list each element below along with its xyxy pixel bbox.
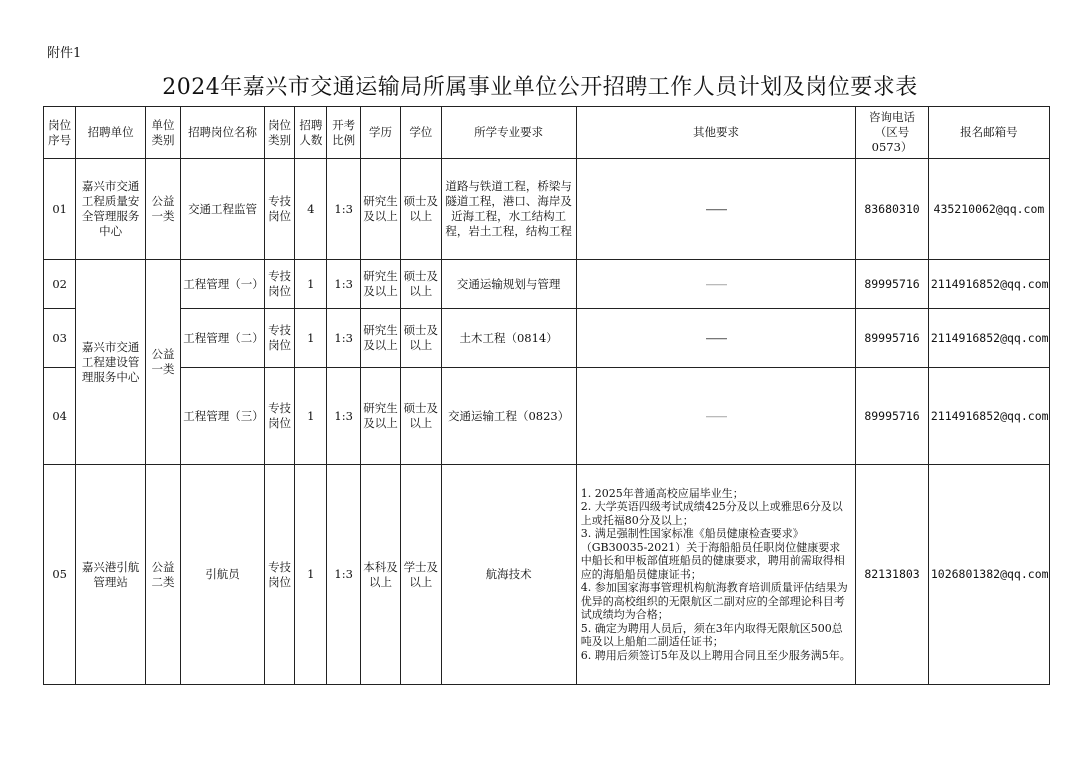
row-unit-type: 公益二类	[145, 465, 180, 685]
other-requirement-item: 6. 聘用后须签订5年及以上聘用合同且至少服务满5年。	[580, 648, 851, 662]
row-post-type: 专技岗位	[264, 260, 294, 309]
row-post-type: 专技岗位	[264, 309, 294, 368]
row-post-name: 工程管理（一）	[181, 260, 265, 309]
row-major: 道路与铁道工程，桥梁与隧道工程，港口、海岸及近海工程，水工结构工程，岩土工程，结构工程	[441, 159, 576, 260]
row-degree: 硕士及以上	[401, 368, 441, 465]
row-education: 研究生及以上	[360, 309, 400, 368]
row-other: ——	[576, 368, 856, 465]
row-count: 1	[295, 309, 327, 368]
row-post-name: 引航员	[181, 465, 265, 685]
table-row	[44, 368, 1050, 465]
row-degree: 硕士及以上	[401, 159, 441, 260]
row-post-type: 专技岗位	[264, 368, 294, 465]
header-seq: 岗位序号	[44, 107, 76, 159]
row-seq: 01	[44, 159, 76, 260]
row-unit-type: 公益一类	[145, 159, 180, 260]
header-post-name: 招聘岗位名称	[181, 107, 265, 159]
header-row	[44, 107, 1050, 159]
header-major: 所学专业要求	[441, 107, 576, 159]
row-count: 1	[295, 465, 327, 685]
header-post-type: 岗位类别	[264, 107, 294, 159]
table-row	[44, 260, 1050, 309]
row-phone: 89995716	[856, 260, 929, 309]
row-other: ——	[576, 159, 856, 260]
row-degree: 硕士及以上	[401, 260, 441, 309]
row-major: 航海技术	[441, 465, 576, 685]
row-phone: 89995716	[856, 309, 929, 368]
row-other: ——	[576, 260, 856, 309]
row-major: 土木工程（0814）	[441, 309, 576, 368]
row-email: 2114916852@qq.com	[928, 260, 1049, 309]
row-degree: 学士及以上	[401, 465, 441, 685]
header-education: 学历	[360, 107, 400, 159]
row-major: 交通运输工程（0823）	[441, 368, 576, 465]
row-ratio: 1:3	[327, 309, 360, 368]
row-ratio: 1:3	[327, 159, 360, 260]
table-row	[44, 159, 1050, 260]
row-major: 交通运输规划与管理	[441, 260, 576, 309]
row-email: 1026801382@qq.com	[928, 465, 1049, 685]
page-title: 2024年嘉兴市交通运输局所属事业单位公开招聘工作人员计划及岗位要求表	[162, 75, 918, 100]
row-seq: 05	[44, 465, 76, 685]
header-count: 招聘人数	[295, 107, 327, 159]
row-phone: 83680310	[856, 159, 929, 260]
row-email: 2114916852@qq.com	[928, 309, 1049, 368]
header-unit: 招聘单位	[76, 107, 146, 159]
other-requirement-item: 5. 确定为聘用人员后，须在3年内取得无限航区500总吨及以上船舶二副适任证书；	[580, 621, 843, 649]
table-row	[44, 465, 1050, 685]
header-ratio: 开考比例	[327, 107, 360, 159]
row-education: 研究生及以上	[360, 368, 400, 465]
row-degree: 硕士及以上	[401, 309, 441, 368]
row-unit: 嘉兴市交通工程建设管理服务中心	[76, 260, 146, 465]
row-unit-type: 公益一类	[145, 260, 180, 465]
row-unit: 嘉兴市交通工程质量安全管理服务中心	[76, 159, 146, 260]
row-seq: 04	[44, 368, 76, 465]
attachment-label: 附件1	[47, 46, 82, 61]
row-post-type: 专技岗位	[264, 465, 294, 685]
header-phone: 咨询电话（区号0573）	[856, 107, 929, 159]
row-other-list	[576, 465, 856, 685]
row-unit: 嘉兴港引航管理站	[76, 465, 146, 685]
row-ratio: 1:3	[327, 260, 360, 309]
row-seq: 03	[44, 309, 76, 368]
header-degree: 学位	[401, 107, 441, 159]
row-email: 435210062@qq.com	[928, 159, 1049, 260]
row-education: 研究生及以上	[360, 260, 400, 309]
row-count: 1	[295, 368, 327, 465]
row-post-name: 交通工程监管	[181, 159, 265, 260]
other-requirement-item: 3. 满足强制性国家标准《船员健康检查要求》（GB30035-2021）关于海船船员任职岗位健康要求中船长和甲板部值班船员的健康要求，聘用前需取得相应的海船船员健康证书；	[580, 527, 845, 581]
row-education: 本科及以上	[360, 465, 400, 685]
header-unit-type: 单位类别	[145, 107, 180, 159]
recruitment-table	[43, 106, 1050, 685]
row-email: 2114916852@qq.com	[928, 368, 1049, 465]
other-requirement-item: 2. 大学英语四级考试成绩425分及以上或雅思6分及以上或托福80分及以上；	[580, 500, 843, 527]
row-phone: 82131803	[856, 465, 929, 685]
row-education: 研究生及以上	[360, 159, 400, 260]
row-post-type: 专技岗位	[264, 159, 294, 260]
row-count: 1	[295, 260, 327, 309]
row-post-name: 工程管理（三）	[181, 368, 265, 465]
row-post-name: 工程管理（二）	[181, 309, 265, 368]
header-email: 报名邮箱号	[928, 107, 1049, 159]
other-requirement-item: 1. 2025年普通高校应届毕业生；	[580, 486, 744, 500]
row-seq: 02	[44, 260, 76, 309]
row-phone: 89995716	[856, 368, 929, 465]
header-other: 其他要求	[576, 107, 856, 159]
other-requirement-item: 4. 参加国家海事管理机构航海教育培训质量评估结果为优异的高校组织的无限航区二副对应的全部理论科目考试成绩均为合格；	[580, 581, 848, 622]
row-other: ——	[576, 309, 856, 368]
table-row	[44, 309, 1050, 368]
row-ratio: 1:3	[327, 368, 360, 465]
row-ratio: 1:3	[327, 465, 360, 685]
row-count: 4	[295, 159, 327, 260]
